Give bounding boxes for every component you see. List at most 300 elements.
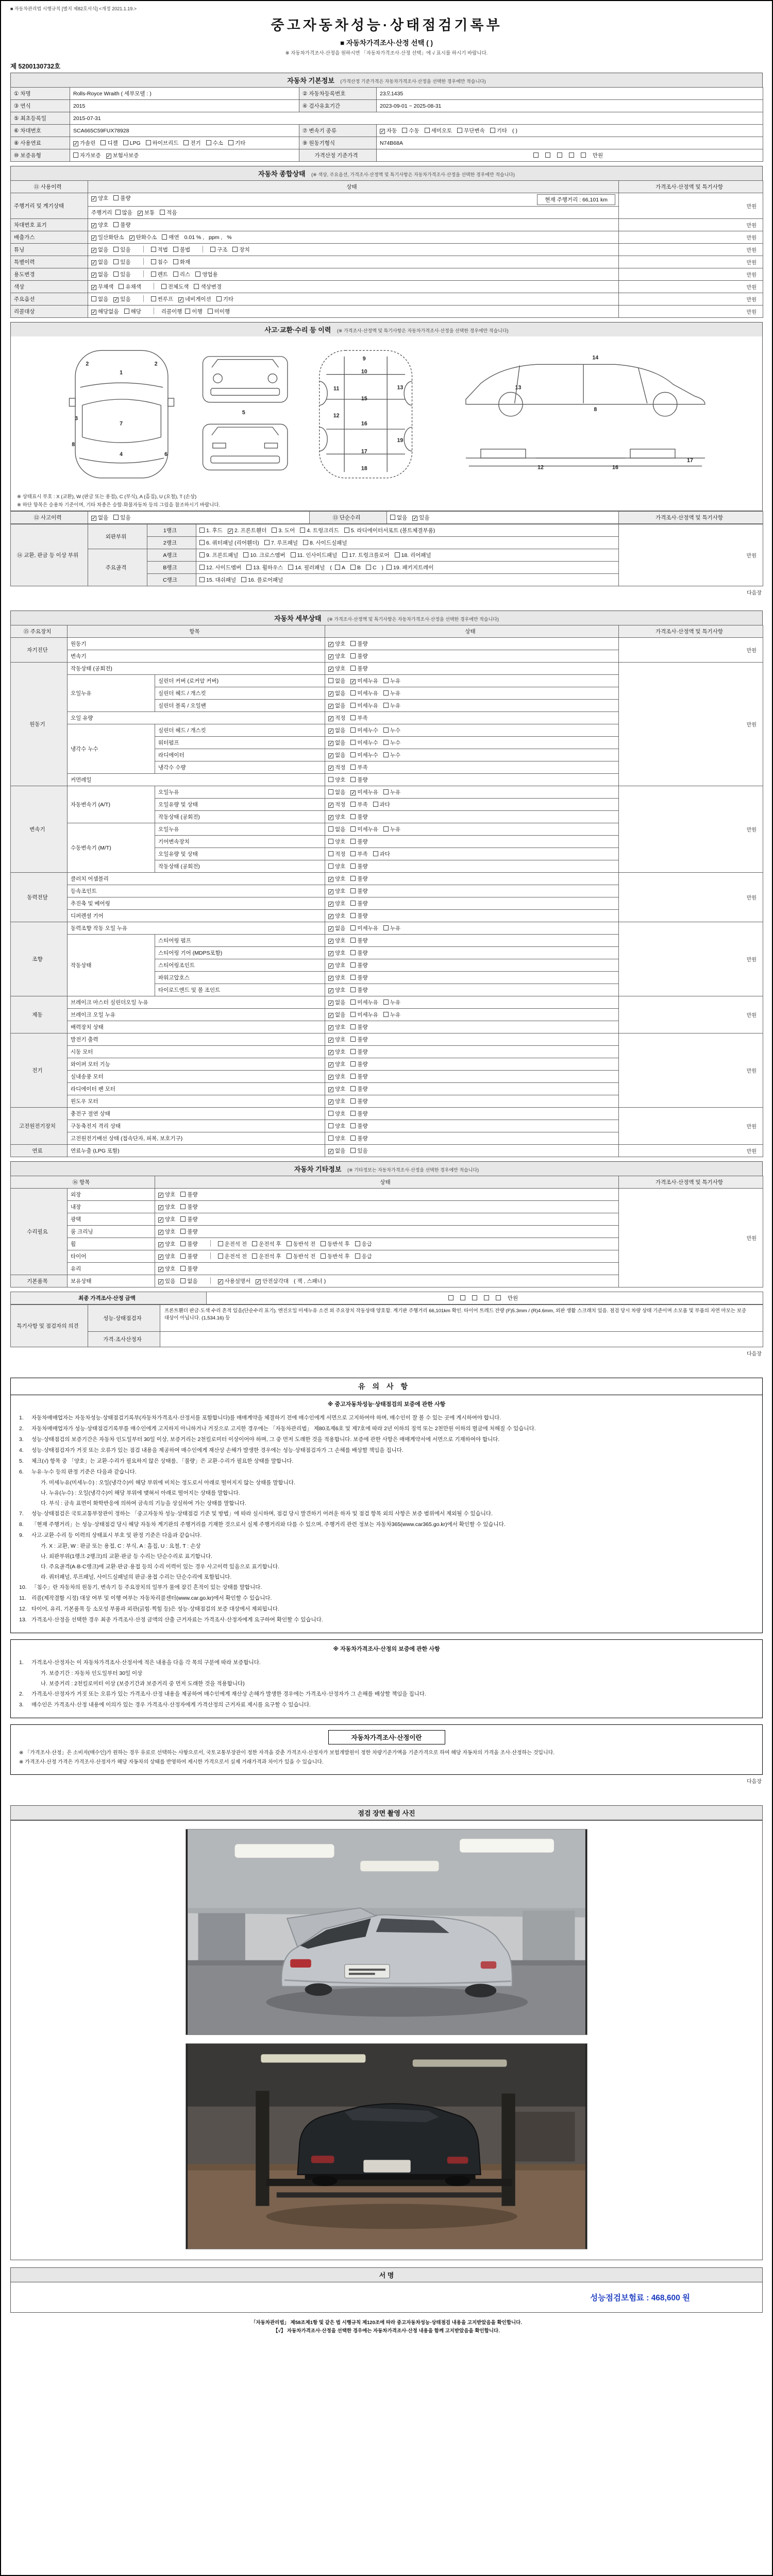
checkbox-option[interactable]: [350, 665, 367, 672]
checkbox-option[interactable]: [328, 640, 345, 648]
checkbox[interactable]: ✓: [179, 297, 183, 303]
checkbox[interactable]: [288, 565, 293, 570]
checkbox-option[interactable]: [151, 295, 173, 303]
checkbox[interactable]: ✓: [92, 516, 96, 521]
checkbox[interactable]: ✓: [329, 642, 333, 648]
checkbox-option[interactable]: [383, 726, 400, 734]
checkbox[interactable]: [113, 222, 119, 227]
checkbox-option[interactable]: [383, 702, 400, 709]
checkbox[interactable]: [496, 1295, 501, 1300]
checkbox-option[interactable]: [350, 937, 367, 944]
checkbox[interactable]: [350, 987, 356, 992]
checkbox-option[interactable]: [366, 565, 377, 571]
checkbox-option[interactable]: [425, 127, 452, 134]
checkbox[interactable]: [199, 577, 205, 582]
checkbox[interactable]: [350, 962, 356, 968]
checkbox-option[interactable]: [457, 127, 485, 134]
checkbox-option[interactable]: [288, 564, 325, 571]
checkbox[interactable]: [350, 975, 356, 980]
checkbox[interactable]: [373, 802, 378, 807]
checkbox[interactable]: [350, 727, 356, 733]
checkbox-option[interactable]: [350, 924, 378, 932]
checkbox[interactable]: [232, 247, 238, 252]
checkbox-option[interactable]: [113, 194, 130, 202]
checkbox[interactable]: [386, 565, 392, 570]
checkbox-option[interactable]: [300, 527, 339, 534]
checkbox-option[interactable]: [383, 1011, 400, 1019]
checkbox-option[interactable]: [350, 677, 378, 685]
checkbox-option[interactable]: [355, 1252, 372, 1260]
checkbox-option[interactable]: [350, 714, 367, 722]
checkbox-option[interactable]: [350, 1073, 367, 1080]
checkbox[interactable]: [151, 259, 156, 264]
checkbox[interactable]: [350, 1049, 356, 1054]
checkbox[interactable]: [350, 653, 356, 658]
checkbox-option[interactable]: [113, 221, 130, 229]
checkbox[interactable]: ✓: [329, 988, 333, 994]
checkbox-option[interactable]: [328, 726, 345, 734]
checkbox-option[interactable]: [350, 1134, 367, 1142]
checkbox-option[interactable]: [91, 514, 108, 521]
checkbox[interactable]: [216, 296, 222, 301]
checkbox[interactable]: [246, 565, 251, 570]
checkbox[interactable]: [350, 876, 356, 881]
checkbox-option[interactable]: [180, 1215, 197, 1223]
checkbox-option[interactable]: [158, 1240, 175, 1248]
checkbox[interactable]: [383, 752, 389, 757]
checkbox[interactable]: ✓: [329, 1001, 333, 1006]
checkbox[interactable]: ✓: [92, 310, 96, 315]
checkbox-option[interactable]: [328, 1085, 345, 1093]
checkbox[interactable]: [335, 565, 340, 570]
checkbox[interactable]: [383, 690, 389, 696]
checkbox[interactable]: ✓: [159, 1279, 163, 1285]
checkbox[interactable]: [350, 1098, 356, 1104]
checkbox[interactable]: [383, 703, 389, 708]
checkbox[interactable]: ✓: [74, 141, 78, 147]
checkbox-option[interactable]: [91, 246, 108, 253]
checkbox-option[interactable]: [373, 801, 390, 808]
checkbox[interactable]: [472, 1295, 477, 1300]
checkbox-option[interactable]: [328, 912, 345, 920]
checkbox-option[interactable]: [350, 640, 367, 648]
checkbox[interactable]: [350, 565, 356, 570]
checkbox[interactable]: ✓: [329, 691, 333, 697]
checkbox[interactable]: [180, 1204, 186, 1209]
checkbox[interactable]: ✓: [329, 1050, 333, 1056]
checkbox[interactable]: ✓: [159, 1267, 163, 1273]
checkbox-option[interactable]: [350, 739, 378, 747]
checkbox[interactable]: [350, 666, 356, 671]
checkbox-option[interactable]: [490, 127, 507, 134]
checkbox[interactable]: [151, 247, 156, 252]
checkbox[interactable]: ✓: [380, 129, 385, 134]
checkbox[interactable]: [350, 1074, 356, 1079]
checkbox-option[interactable]: [124, 308, 141, 315]
checkbox-option[interactable]: [350, 1048, 367, 1056]
checkbox[interactable]: ✓: [329, 1038, 333, 1043]
checkbox[interactable]: ✓: [159, 1217, 163, 1223]
checkbox-option[interactable]: [195, 270, 217, 278]
checkbox-option[interactable]: [344, 527, 435, 534]
checkbox[interactable]: [100, 140, 106, 145]
checkbox-option[interactable]: [328, 813, 345, 821]
checkbox[interactable]: [206, 140, 211, 145]
checkbox[interactable]: [151, 296, 156, 301]
checkbox[interactable]: [350, 913, 356, 918]
checkbox[interactable]: [344, 528, 349, 533]
checkbox-option[interactable]: [383, 998, 400, 1006]
checkbox-option[interactable]: [91, 283, 113, 291]
checkbox-option[interactable]: [328, 961, 345, 969]
checkbox-option[interactable]: [350, 1023, 367, 1031]
checkbox[interactable]: [291, 552, 296, 557]
checkbox-option[interactable]: [303, 539, 347, 547]
checkbox-option[interactable]: [373, 850, 390, 858]
checkbox[interactable]: [581, 152, 586, 158]
checkbox[interactable]: [115, 210, 121, 215]
checkbox[interactable]: ✓: [92, 223, 96, 229]
checkbox-option[interactable]: [232, 246, 249, 253]
checkbox[interactable]: [161, 284, 166, 289]
checkbox[interactable]: [199, 540, 205, 545]
checkbox[interactable]: [457, 128, 462, 133]
checkbox-option[interactable]: [350, 764, 367, 771]
checkbox-option[interactable]: [350, 850, 367, 858]
checkbox[interactable]: [218, 1253, 223, 1259]
checkbox[interactable]: [484, 1295, 489, 1300]
checkbox[interactable]: [350, 839, 356, 844]
checkbox-option[interactable]: [123, 140, 141, 146]
checkbox[interactable]: ✓: [256, 1279, 261, 1285]
checkbox[interactable]: [350, 938, 356, 943]
checkbox-option[interactable]: [350, 1060, 367, 1068]
checkbox[interactable]: [113, 515, 119, 520]
checkbox[interactable]: [91, 296, 96, 301]
checkbox-option[interactable]: [328, 1134, 345, 1142]
checkbox-option[interactable]: [328, 838, 345, 845]
checkbox[interactable]: [460, 1295, 465, 1300]
checkbox-option[interactable]: [161, 283, 189, 291]
checkbox-option[interactable]: [350, 776, 367, 784]
checkbox-option[interactable]: [173, 270, 190, 278]
checkbox[interactable]: ✓: [329, 976, 333, 981]
checkbox[interactable]: [173, 247, 178, 252]
checkbox-option[interactable]: [350, 1036, 367, 1043]
checkbox[interactable]: [350, 1061, 356, 1066]
checkbox-option[interactable]: [342, 551, 389, 559]
checkbox[interactable]: [328, 777, 333, 782]
checkbox-option[interactable]: [383, 825, 400, 833]
checkbox-option[interactable]: [162, 233, 179, 241]
checkbox[interactable]: [350, 1037, 356, 1042]
checkbox[interactable]: [328, 863, 333, 869]
value-box[interactable]: [484, 1295, 491, 1301]
checkbox-option[interactable]: [151, 246, 168, 253]
checkbox[interactable]: [328, 826, 333, 832]
checkbox-option[interactable]: [350, 949, 367, 957]
checkbox-option[interactable]: [328, 1073, 345, 1080]
checkbox[interactable]: ✓: [329, 939, 333, 944]
checkbox-option[interactable]: [412, 514, 429, 521]
checkbox-option[interactable]: [350, 825, 378, 833]
checkbox-option[interactable]: [256, 1277, 289, 1285]
checkbox-option[interactable]: [91, 221, 108, 229]
checkbox[interactable]: [545, 152, 550, 158]
checkbox-option[interactable]: [194, 283, 222, 291]
checkbox-option[interactable]: [180, 1277, 197, 1285]
checkbox[interactable]: [321, 1241, 326, 1246]
checkbox[interactable]: [328, 839, 333, 844]
checkbox[interactable]: ✓: [351, 790, 356, 796]
checkbox[interactable]: ✓: [114, 297, 119, 303]
checkbox-option[interactable]: [350, 689, 378, 697]
checkbox[interactable]: ✓: [92, 196, 96, 202]
checkbox-option[interactable]: [328, 776, 345, 784]
checkbox-option[interactable]: [185, 308, 202, 315]
checkbox[interactable]: [448, 1295, 453, 1300]
checkbox[interactable]: [383, 925, 389, 930]
checkbox[interactable]: [366, 565, 371, 570]
checkbox-option[interactable]: [91, 270, 108, 278]
checkbox[interactable]: [180, 1192, 186, 1197]
checkbox-option[interactable]: [173, 246, 190, 253]
checkbox[interactable]: ✓: [329, 741, 333, 747]
checkbox-option[interactable]: [350, 862, 367, 870]
checkbox[interactable]: [303, 540, 308, 545]
checkbox[interactable]: [350, 740, 356, 745]
checkbox-option[interactable]: [287, 1252, 316, 1260]
checkbox-option[interactable]: [287, 1240, 316, 1248]
checkbox[interactable]: [113, 259, 119, 264]
checkbox[interactable]: [73, 152, 78, 158]
checkbox[interactable]: [350, 814, 356, 819]
checkbox[interactable]: [218, 1241, 223, 1246]
checkbox-option[interactable]: [321, 1252, 350, 1260]
checkbox[interactable]: [180, 1241, 186, 1246]
checkbox[interactable]: ✓: [92, 235, 96, 241]
checkbox[interactable]: [328, 678, 333, 683]
checkbox-option[interactable]: [115, 209, 132, 216]
checkbox-option[interactable]: [113, 246, 130, 253]
checkbox-option[interactable]: [158, 1265, 175, 1273]
checkbox[interactable]: [300, 528, 305, 533]
checkbox[interactable]: [383, 678, 389, 683]
checkbox-option[interactable]: [328, 974, 345, 981]
checkbox-option[interactable]: [350, 998, 378, 1006]
checkbox-option[interactable]: [321, 1240, 350, 1248]
checkbox-option[interactable]: [180, 1191, 197, 1198]
checkbox-option[interactable]: [350, 912, 367, 920]
checkbox[interactable]: [350, 925, 356, 930]
checkbox[interactable]: [350, 641, 356, 646]
checkbox-option[interactable]: [328, 825, 345, 833]
checkbox-option[interactable]: [383, 924, 400, 932]
checkbox-option[interactable]: [350, 1122, 367, 1130]
checkbox-option[interactable]: [146, 139, 179, 147]
checkbox-option[interactable]: [158, 1203, 175, 1211]
checkbox-option[interactable]: [264, 539, 298, 547]
checkbox-option[interactable]: [113, 295, 130, 303]
checkbox-option[interactable]: [328, 887, 345, 895]
checkbox[interactable]: [180, 1266, 186, 1271]
checkbox[interactable]: ✓: [329, 914, 333, 920]
checkbox[interactable]: ✓: [329, 766, 333, 771]
checkbox-option[interactable]: [160, 209, 177, 216]
checkbox-option[interactable]: [241, 576, 283, 584]
checkbox[interactable]: [321, 1253, 326, 1259]
checkbox[interactable]: ✓: [106, 154, 111, 159]
checkbox[interactable]: [160, 210, 165, 215]
checkbox-option[interactable]: [151, 258, 168, 266]
checkbox[interactable]: [183, 140, 189, 145]
checkbox[interactable]: [113, 272, 119, 277]
checkbox-option[interactable]: [383, 689, 400, 697]
checkbox[interactable]: [350, 765, 356, 770]
checkbox-option[interactable]: [151, 270, 168, 278]
checkbox-option[interactable]: [180, 1203, 197, 1211]
checkbox[interactable]: [180, 1278, 186, 1283]
checkbox-option[interactable]: [199, 551, 238, 559]
checkbox-option[interactable]: [178, 295, 211, 303]
checkbox-option[interactable]: [158, 1228, 175, 1235]
checkbox[interactable]: [350, 1136, 356, 1141]
checkbox-option[interactable]: [73, 139, 95, 147]
checkbox[interactable]: ✓: [413, 516, 417, 521]
checkbox-option[interactable]: [350, 726, 378, 734]
checkbox-option[interactable]: [206, 139, 223, 147]
checkbox-option[interactable]: [91, 233, 124, 241]
checkbox-option[interactable]: [113, 258, 130, 266]
checkbox[interactable]: [350, 826, 356, 832]
checkbox[interactable]: [328, 1136, 333, 1141]
value-box[interactable]: [581, 152, 587, 159]
checkbox[interactable]: [373, 851, 378, 856]
checkbox-option[interactable]: [106, 151, 139, 159]
checkbox-option[interactable]: [328, 1122, 345, 1130]
checkbox-option[interactable]: [328, 998, 345, 1006]
checkbox-option[interactable]: [328, 1036, 345, 1043]
checkbox[interactable]: [272, 528, 277, 533]
checkbox[interactable]: [151, 272, 156, 277]
checkbox[interactable]: [210, 247, 215, 252]
checkbox[interactable]: [123, 140, 128, 145]
checkbox-option[interactable]: [380, 127, 397, 134]
checkbox[interactable]: [350, 901, 356, 906]
checkbox-option[interactable]: [328, 1060, 345, 1068]
checkbox-option[interactable]: [335, 565, 345, 571]
checkbox[interactable]: [342, 552, 347, 557]
checkbox-option[interactable]: [328, 1147, 345, 1155]
checkbox-option[interactable]: [328, 986, 345, 994]
value-box[interactable]: [545, 152, 552, 159]
checkbox[interactable]: ✓: [329, 1087, 333, 1093]
checkbox[interactable]: [383, 1012, 389, 1017]
checkbox[interactable]: ✓: [218, 1279, 223, 1285]
checkbox[interactable]: ✓: [329, 902, 333, 907]
value-box[interactable]: [496, 1295, 502, 1301]
checkbox[interactable]: [208, 309, 213, 314]
checkbox-option[interactable]: [350, 1147, 367, 1155]
checkbox-option[interactable]: [328, 788, 345, 796]
checkbox-option[interactable]: [91, 295, 108, 303]
checkbox-option[interactable]: [350, 887, 367, 895]
checkbox[interactable]: ✓: [92, 260, 96, 266]
checkbox-option[interactable]: [328, 751, 345, 759]
checkbox-option[interactable]: [158, 1252, 175, 1260]
checkbox[interactable]: [243, 552, 248, 557]
checkbox[interactable]: [402, 128, 407, 133]
checkbox[interactable]: ✓: [92, 285, 96, 291]
checkbox[interactable]: ✓: [329, 654, 333, 660]
checkbox-option[interactable]: [113, 514, 130, 521]
checkbox[interactable]: [328, 1111, 333, 1116]
checkbox[interactable]: [350, 851, 356, 856]
checkbox[interactable]: ✓: [329, 753, 333, 759]
checkbox-option[interactable]: [350, 565, 361, 571]
checkbox-option[interactable]: [328, 900, 345, 907]
checkbox-option[interactable]: [350, 801, 367, 808]
checkbox[interactable]: ✓: [159, 1255, 163, 1260]
checkbox-option[interactable]: [328, 714, 345, 722]
checkbox[interactable]: [350, 1123, 356, 1128]
checkbox[interactable]: ✓: [329, 1062, 333, 1068]
value-box[interactable]: [533, 152, 540, 159]
checkbox[interactable]: ✓: [329, 889, 333, 895]
checkbox[interactable]: [350, 1024, 356, 1029]
checkbox[interactable]: [557, 152, 562, 158]
checkbox[interactable]: ✓: [329, 1075, 333, 1080]
checkbox-option[interactable]: [199, 539, 259, 547]
checkbox[interactable]: ✓: [329, 877, 333, 883]
checkbox[interactable]: ✓: [129, 235, 135, 241]
checkbox-option[interactable]: [158, 1277, 175, 1285]
checkbox[interactable]: ✓: [329, 716, 333, 722]
checkbox[interactable]: [241, 577, 246, 582]
checkbox[interactable]: [252, 1253, 257, 1259]
checkbox-option[interactable]: [328, 1011, 345, 1019]
checkbox-option[interactable]: [100, 139, 117, 147]
checkbox[interactable]: [124, 309, 129, 314]
checkbox-option[interactable]: [350, 1085, 367, 1093]
checkbox[interactable]: [185, 309, 190, 314]
checkbox[interactable]: [350, 715, 356, 720]
checkbox[interactable]: [328, 1123, 333, 1128]
checkbox[interactable]: ✓: [228, 529, 233, 534]
checkbox-option[interactable]: [350, 838, 367, 845]
checkbox[interactable]: [383, 740, 389, 745]
checkbox-option[interactable]: [328, 937, 345, 944]
checkbox-option[interactable]: [158, 1215, 175, 1223]
checkbox-option[interactable]: [328, 924, 345, 932]
checkbox[interactable]: [287, 1253, 292, 1259]
checkbox-option[interactable]: [328, 875, 345, 883]
checkbox[interactable]: ✓: [329, 1099, 333, 1105]
checkbox-option[interactable]: [91, 194, 108, 202]
value-box[interactable]: [472, 1295, 479, 1301]
checkbox-option[interactable]: [199, 527, 223, 534]
checkbox-option[interactable]: [228, 139, 245, 147]
checkbox-option[interactable]: [328, 1023, 345, 1031]
checkbox[interactable]: [350, 777, 356, 782]
checkbox[interactable]: [119, 284, 124, 289]
checkbox-option[interactable]: [246, 564, 283, 571]
checkbox[interactable]: [383, 826, 389, 832]
checkbox-option[interactable]: [383, 751, 400, 759]
checkbox-option[interactable]: [328, 689, 345, 697]
checkbox-option[interactable]: [383, 788, 400, 796]
checkbox[interactable]: ✓: [329, 815, 333, 821]
